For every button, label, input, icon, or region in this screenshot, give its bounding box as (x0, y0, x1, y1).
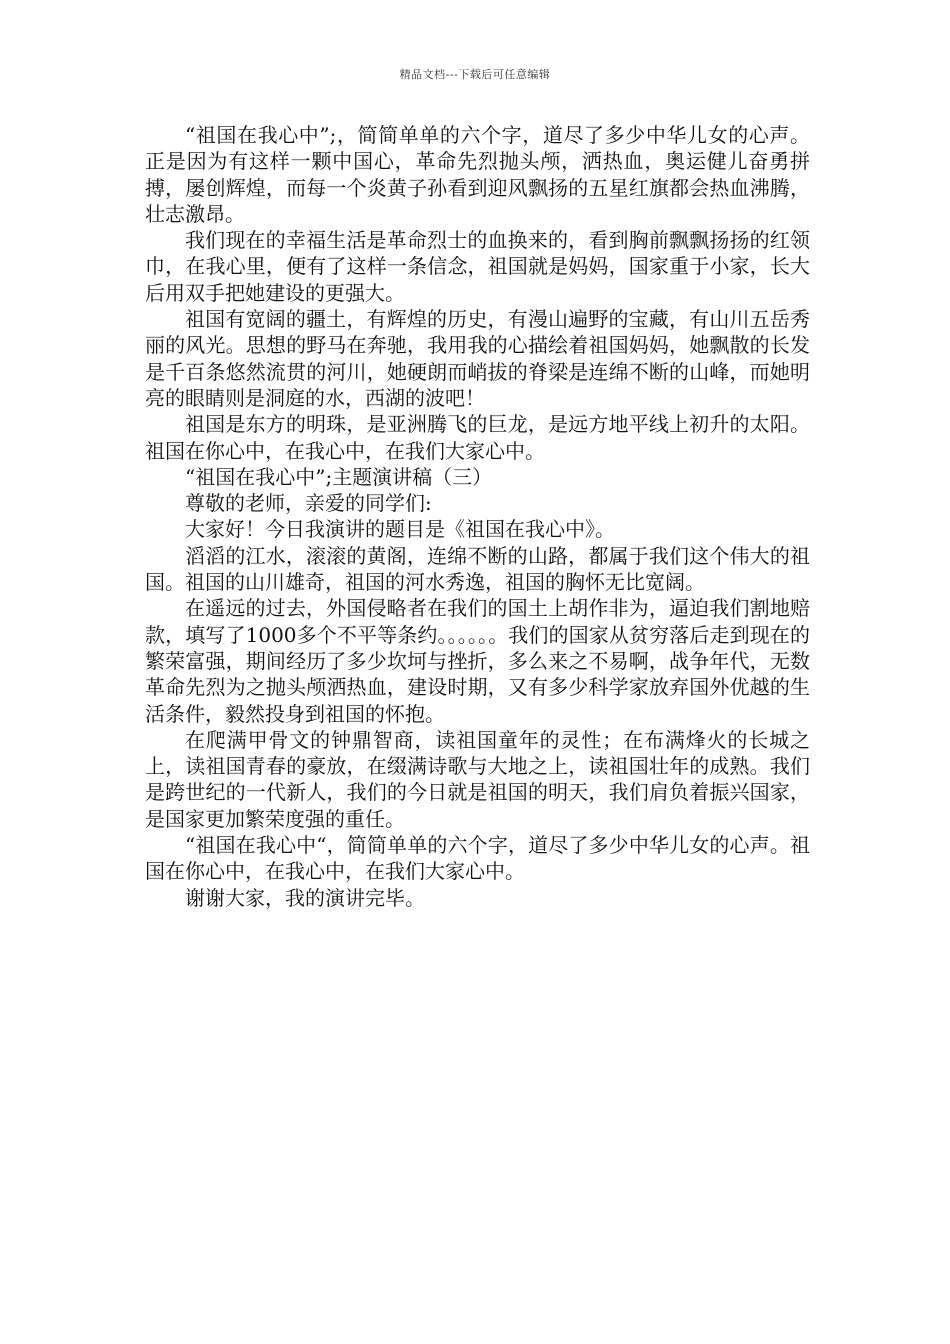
paragraph: 在遥远的过去，外国侵略者在我们的国土上胡作非为，逼迫我们割地赔款，填写了1000多个不平等条约。。。。。。我们的国家从贫穷落后走到现在的繁荣富强，期间经历了多少坎坷与挫折，多么来之不易啊，战争年代，无数革命先烈为之抛头颅洒热血，建设时期，又有多少科学家放弃国外优越的生活条件，毅然投身到祖国的怀抱。 (145, 596, 810, 726)
section-heading: “祖国在我心中”;主题演讲稿（三） (185, 464, 493, 489)
paragraph: “祖国在我心中”;，简简单单的六个字，道尽了多少中华儿女的心声。正是因为有这样一颗中国心，革命先烈抛头颅，洒热血，奥运健儿奋勇拼搏，屡创辉煌，而每一个炎黄子孙看到迎风飘扬的五星红旗都会热血沸腾，壮志激昂。 (145, 123, 810, 226)
paragraph: 祖国有宽阔的疆土，有辉煌的历史，有漫山遍野的宝藏，有山川五岳秀丽的风光。思想的野马在奔驰，我用我的心描绘着祖国妈妈，她飘散的长发是千百条悠然流贯的河川，她硬朗而峭拔的脊梁是连绵不断的山峰，而她明亮的眼睛则是洞庭的水，西湖的波吧！ (145, 307, 810, 410)
paragraph: 祖国是东方的明珠，是亚洲腾飞的巨龙，是远方地平线上初升的太阳。祖国在你心中，在我心中，在我们大家心中。 (145, 412, 810, 463)
paragraph: 大家好！今日我演讲的题目是《祖国在我心中》。 (185, 517, 615, 542)
salutation: 尊敬的老师，亲爱的同学们: (185, 491, 432, 516)
paragraph: “祖国在我心中“，简简单单的六个字，道尽了多少中华儿女的心声。祖国在你心中，在我心中，在我们大家心中。 (145, 833, 810, 884)
document-body (145, 122, 810, 911)
closing-line: 谢谢大家，我的演讲完毕。 (185, 885, 425, 910)
paragraph: 滔滔的江水，滚滚的黄阁，连绵不断的山路，都属于我们这个伟大的祖国。祖国的山川雄奇，祖国的河水秀逸，祖国的胸怀无比宽阔。 (145, 543, 810, 595)
paragraph: 我们现在的幸福生活是革命烈士的血换来的，看到胸前飘飘扬扬的红领巾，在我心里，便有了这样一条信念，祖国就是妈妈，国家重于小家，长大后用双手把她建设的更强大。 (145, 228, 810, 305)
page-header: 精品文档---下载后可任意编辑 (399, 68, 551, 81)
paragraph: 在爬满甲骨文的钟鼎智商，读祖国童年的灵性；在布满烽火的长城之上，读祖国青春的豪放，在缀满诗歌与大地之上，读祖国壮年的成熟。我们是跨世纪的一代新人，我们的今日就是祖国的明天，我们肩负着振兴国家，是国家更加繁荣度强的重任。 (145, 727, 810, 831)
